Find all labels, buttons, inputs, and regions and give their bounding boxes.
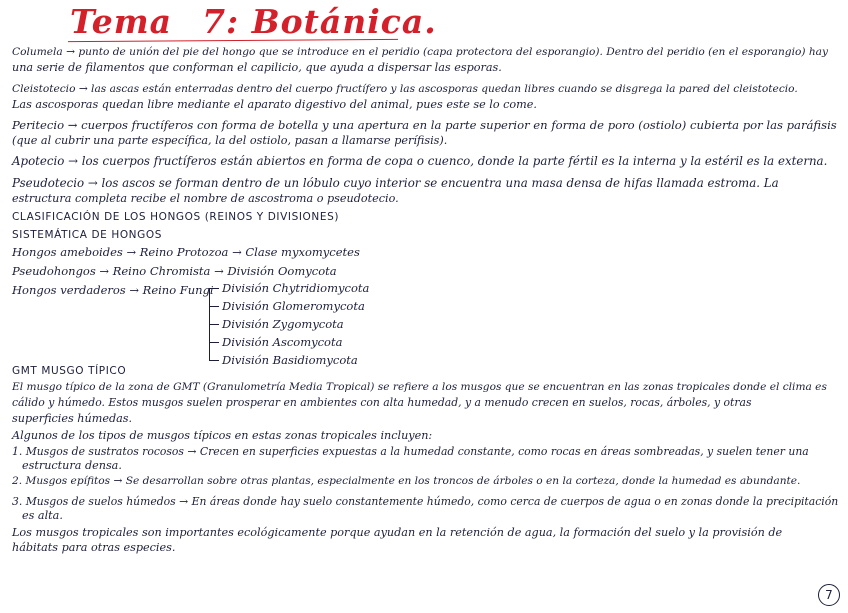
gmt-heading: GMT MUSGO TÍPICO	[12, 365, 127, 377]
title-number: 7: Botánica.	[202, 2, 437, 41]
gmt-line: Algunos de los tipos de musgos típicos en estas zonas tropicales incluyen:	[12, 429, 433, 442]
bracket-tick	[209, 342, 219, 343]
division-item: División Ascomycota	[222, 335, 343, 349]
gmt-line: El musgo típico de la zona de GMT (Granulometría Media Tropical) se refiere a los musgos que se encuentran en las zonas tropicales donde el clima es	[12, 381, 827, 393]
gmt-line: 3. Musgos de suelos húmedos → En áreas donde hay suelo constantemente húmedo, como cerca de cuerpos de agua o en zonas donde la precipitación	[12, 495, 839, 508]
taxonomy-row: Pseudohongos → Reino Chromista → División Oomycota	[12, 264, 337, 278]
division-item: División Chytridiomycota	[222, 281, 370, 295]
bracket-tick	[209, 324, 219, 325]
gmt-line: es alta.	[22, 509, 63, 522]
definition-line: Columela → punto de unión del pie del hongo que se introduce en el peridio (capa protectora del esporangio). Dentro del peridio (en el esporangio) hay	[12, 46, 828, 58]
gmt-line: 2. Musgos epífitos → Se desarrollan sobre otras plantas, especialmente en los troncos de árboles o en la corteza, donde la humedad es abundante.	[12, 475, 801, 487]
bracket-tick	[209, 360, 219, 361]
title-word: Tema	[70, 2, 173, 41]
gmt-line: hábitats para otras especies.	[12, 541, 176, 554]
page-title	[70, 2, 437, 41]
division-item: División Basidiomycota	[222, 353, 358, 367]
gmt-line: estructura densa.	[22, 459, 122, 472]
taxonomy-row: Hongos ameboides → Reino Protozoa → Clase myxomycetes	[12, 245, 360, 259]
definition-line: Cleistotecio → las ascas están enterradas dentro del cuerpo fructífero y las ascosporas quedan libres cuando se disgrega la pared del cleistotecio.	[12, 83, 798, 95]
classification-heading: CLASIFICACIÓN DE LOS HONGOS (REINOS Y DIVISIONES)	[12, 211, 340, 223]
gmt-line: superficies húmedas.	[12, 412, 133, 425]
classification-subheading: SISTEMÁTICA DE HONGOS	[12, 229, 163, 241]
bracket-tick	[209, 306, 219, 307]
bracket-tick	[209, 288, 219, 289]
definition-line: Pseudotecio → los ascos se forman dentro de un lóbulo cuyo interior se encuentra una masa densa de hifas llamada estroma. La	[12, 176, 779, 190]
gmt-line: 1. Musgos de sustratos rocosos → Crecen en superficies expuestas a la humedad constante, como rocas en áreas sombreadas, y suelen tener una	[12, 445, 809, 458]
definition-line: Apotecio → los cuerpos fructíferos están abiertos en forma de copa o cuenco, donde la parte fértil es la interna y la estéril es la externa.	[12, 154, 828, 168]
taxonomy-row: Hongos verdaderos → Reino Fungi	[12, 283, 214, 297]
definition-line: una serie de filamentos que conforman el capilicio, que ayuda a dispersar las esporas.	[12, 61, 502, 74]
definition-line: Las ascosporas quedan libre mediante el aparato digestivo del animal, pues este se lo come.	[12, 98, 537, 111]
division-item: División Zygomycota	[222, 317, 344, 331]
division-item: División Glomeromycota	[222, 299, 365, 313]
gmt-line: Los musgos tropicales son importantes ecológicamente porque ayudan en la retención de agua, la formación del suelo y la provisión de	[12, 526, 783, 539]
definition-line: estructura completa recibe el nombre de ascostroma o pseudotecio.	[12, 192, 399, 205]
definition-line: (que al cubrir una parte específica, la del ostiolo, pasan a llamarse perífisis).	[12, 134, 448, 147]
definition-line: Peritecio → cuerpos fructíferos con forma de botella y una apertura en la parte superior en forma de poro (ostiolo) cubierta por las paráfisis	[12, 118, 837, 132]
gmt-line: cálido y húmedo. Estos musgos suelen prosperar en ambientes con alta humedad, y a menudo crecen en suelos, rocas, árboles, y otras	[12, 396, 752, 409]
page-number: 7	[818, 584, 840, 606]
